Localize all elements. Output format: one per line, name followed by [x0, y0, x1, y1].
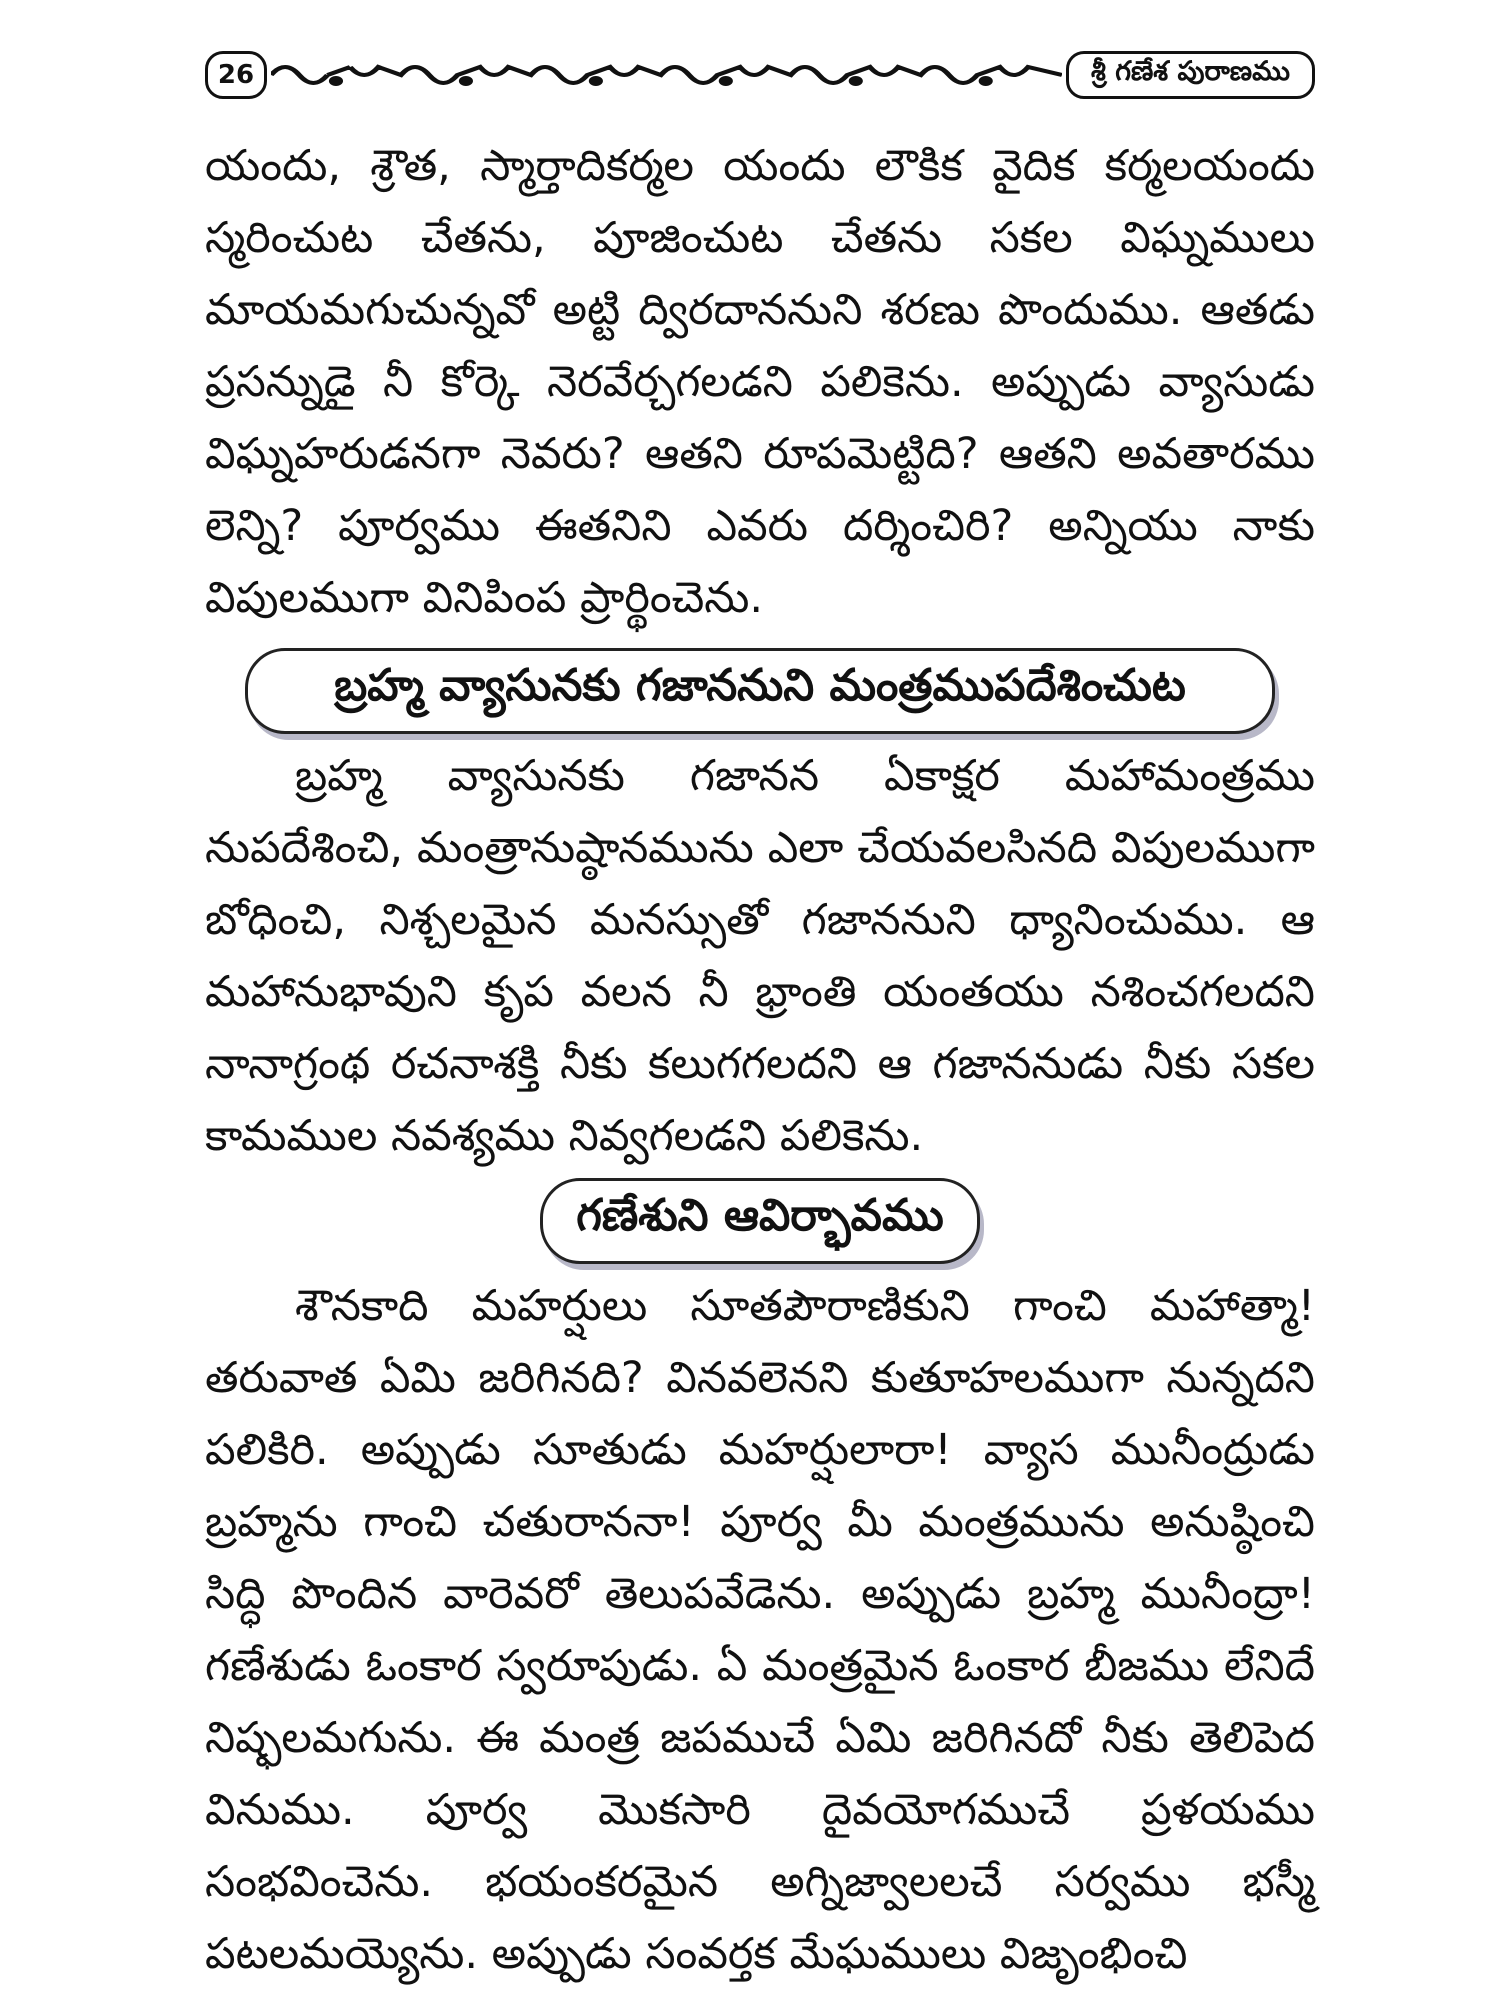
page-number: 26 — [205, 51, 267, 99]
page-header — [205, 48, 1315, 102]
section-heading-brahma-upadesham: బ్రహ్మ వ్యాసునకు గజాననుని మంత్రముపదేశించుట — [245, 648, 1275, 734]
decorative-border-ornament — [271, 51, 1062, 99]
section-heading-ganesha-avirbhavam: గణేశుని ఆవిర్భావము — [540, 1178, 980, 1264]
paragraph-1: యందు, శ్రౌత, స్మార్తాదికర్మల యందు లౌకిక వైదిక కర్మలయందు స్మరించుట చేతను, పూజించుట చేతను సకల విఘ్నములు మాయమగుచున్నవో అట్టి ద్విరదాననుని శరణు పొందుము. ఆతడు ప్రసన్నుడై నీ కోర్కె నెరవేర్చగలడని పలికెను. అప్పుడు వ్యాసుడు విఘ్నహరుడనగా నెవరు? ఆతని రూపమెట్టిది? ఆతని అవతారము లెన్ని? పూర్వము ఈతనిని ఎవరు దర్శించిరి? అన్నియు నాకు విపులముగా వినిపింప ప్రార్థించెను. — [205, 141, 1315, 623]
book-title: శ్రీ గణేశ పురాణము — [1066, 51, 1315, 99]
paragraph-3: శౌనకాది మహర్షులు సూతపౌరాణికుని గాంచి మహాత్మా! తరువాత ఏమి జరిగినది? వినవలెనని కుతూహలముగా నున్నదని పలికిరి. అప్పుడు సూతుడు మహర్షులారా! వ్యాస మునీంద్రుడు బ్రహ్మను గాంచి చతురాననా! పూర్వ మీ మంత్రమును అనుష్ఠించి సిద్ధి పొందిన వారెవరో తెలుపవేడెను. అప్పుడు బ్రహ్మ మునీంద్రా! గణేశుడు ఓంకార స్వరూపుడు. ఏ మంత్రమైన ఓంకార బీజము లేనిదే నిష్ఫలమగును. ఈ మంత్ర జపముచే ఏమి జరిగినదో నీకు తెలిపెద వినుము. పూర్వ మొకసారి దైవయోగముచే ప్రళయము సంభవించెను. భయంకరమైన అగ్నిజ్వాలలచే సర్వము భస్మీ పటలమయ్యెను. అప్పుడు సంవర్తక మేఘములు విజృంభించి — [205, 1281, 1315, 1979]
paragraph-2: బ్రహ్మ వ్యాసునకు గజానన ఏకాక్షర మహామంత్రము నుపదేశించి, మంత్రానుష్ఠానమును ఎలా చేయవలసినది విపులముగా బోధించి, నిశ్చలమైన మనస్సుతో గజాననుని ధ్యానించుము. ఆ మహానుభావుని కృప వలన నీ భ్రాంతి యంతయు నశించగలదని నానాగ్రంథ రచనాశక్తి నీకు కలుగగలదని ఆ గజాననుడు నీకు సకల కామముల నవశ్యము నివ్వగలడని పలికెను. — [205, 751, 1315, 1161]
